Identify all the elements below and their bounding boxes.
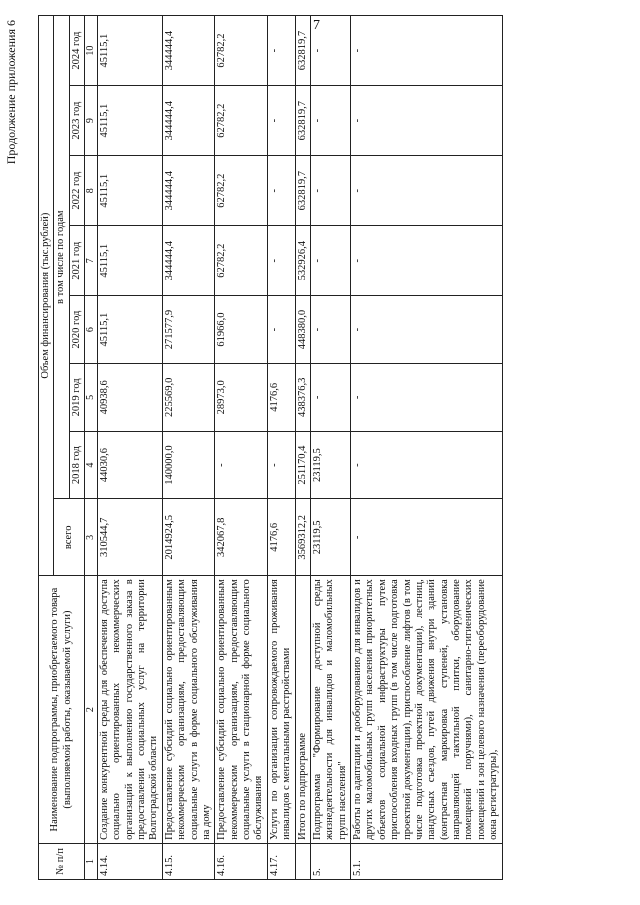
row-year-value: - <box>310 156 350 226</box>
row-name: Предоставление субсидий социально ориентированным некоммерческим организациям, предоставляющим социальные услуги в стационарной форме социального обслуживания <box>215 576 268 844</box>
row-number: 4.15. <box>162 843 215 879</box>
row-year-value: - <box>351 296 503 364</box>
row-total: - <box>351 499 503 576</box>
row-year-value: - <box>351 363 503 431</box>
column-index: 10 <box>85 16 98 86</box>
header-name: Наименование подпрограммы, приобретаемого товара (выполняемой работы, оказываемой услуги) <box>39 576 85 844</box>
column-index: 6 <box>85 296 98 364</box>
row-year-value: - <box>267 296 295 364</box>
row-total: 3569312,2 <box>295 499 310 576</box>
row-number: 4.14. <box>97 843 162 879</box>
row-year-value: - <box>267 156 295 226</box>
row-year-value: 344444,4 <box>162 226 215 296</box>
row-name: Услуги по организации сопровождаемого проживания инвалидов с ментальными расстройствами <box>267 576 295 844</box>
row-year-value: - <box>351 16 503 86</box>
row-number: 4.17. <box>267 843 295 879</box>
table-row <box>310 16 350 880</box>
header-total: всего <box>54 499 85 576</box>
row-year-value: 632819,7 <box>295 86 310 156</box>
row-year-value: 40938,6 <box>97 363 162 431</box>
appendix-caption: Продолжение приложения 6 <box>4 20 18 165</box>
row-name: Предоставление субсидий социально ориентированным некоммерческим организациям, предоставляющим социальные услуги в форме социального обслуживания на дому <box>162 576 215 844</box>
table-row <box>351 16 503 880</box>
row-name: Создание конкурентной среды для обеспечения доступа социально ориентированных некоммерческих организаций к выполнению государственного заказа в предоставлении социальных услуг на территории Волгоградской области <box>97 576 162 844</box>
table-row <box>295 16 310 880</box>
table-row <box>267 16 295 880</box>
column-index: 2 <box>85 576 98 844</box>
table-row <box>215 16 268 880</box>
column-index: 3 <box>85 499 98 576</box>
header-year: 2019 год <box>69 363 84 431</box>
row-year-value: - <box>351 86 503 156</box>
row-year-value: - <box>310 16 350 86</box>
header-year: 2021 год <box>69 226 84 296</box>
row-year-value: - <box>267 86 295 156</box>
row-year-value: - <box>267 16 295 86</box>
row-year-value: 45115,1 <box>97 226 162 296</box>
row-year-value: 62782,2 <box>215 86 268 156</box>
row-year-value: 532926,4 <box>295 226 310 296</box>
row-year-value: - <box>351 226 503 296</box>
row-year-value: 23119,5 <box>310 431 350 499</box>
row-year-value: 45115,1 <box>97 86 162 156</box>
row-number: 5.1. <box>351 843 503 879</box>
row-number: 5. <box>310 843 350 879</box>
header-year: 2024 год <box>69 16 84 86</box>
header-year: 2022 год <box>69 156 84 226</box>
header-funding: Объем финансирования (тыс.рублей) <box>39 16 54 576</box>
row-year-value: 62782,2 <box>215 226 268 296</box>
row-year-value: - <box>310 86 350 156</box>
row-number <box>295 843 310 879</box>
row-year-value: 448380,0 <box>295 296 310 364</box>
row-year-value: - <box>310 296 350 364</box>
row-year-value: - <box>351 431 503 499</box>
row-year-value: 140000,0 <box>162 431 215 499</box>
column-index: 9 <box>85 86 98 156</box>
row-number: 4.16. <box>215 843 268 879</box>
row-year-value: 28973,0 <box>215 363 268 431</box>
row-year-value: 632819,7 <box>295 16 310 86</box>
row-total: 2014924,5 <box>162 499 215 576</box>
header-by-year: в том числе по годам <box>54 16 69 499</box>
column-index: 4 <box>85 431 98 499</box>
row-total: 23119,5 <box>310 499 350 576</box>
row-year-value: 45115,1 <box>97 156 162 226</box>
row-year-value: - <box>215 431 268 499</box>
funding-table <box>38 15 503 880</box>
row-name: Работы по адаптации и дооборудованию для инвалидов и других маломобильных групп населения приоритетных объектов социальной инфраструктуры путем приспособления входных групп (в том числе подготовка проектной документации), приспособление лифтов (в том числе подготовка проектной документации), лестниц, пандусных съездов, путей движения внутри зданий (контрастная маркировка ступеней, установка направляющей тактильной плитки, оборудование помещений поручнями), санитарно-гигиенических помещений и зон целевого назначения (переоборудование окна регистратуры), <box>351 576 503 844</box>
row-year-value: 632819,7 <box>295 156 310 226</box>
row-year-value: 45115,1 <box>97 296 162 364</box>
row-total: 4176,6 <box>267 499 295 576</box>
row-year-value: 344444,4 <box>162 86 215 156</box>
column-index: 8 <box>85 156 98 226</box>
header-year: 2023 год <box>69 86 84 156</box>
header-year: 2020 год <box>69 296 84 364</box>
row-year-value: 4176,6 <box>267 363 295 431</box>
row-year-value: 62782,2 <box>215 16 268 86</box>
row-name: Подпрограмма "Формирование доступной среды жизнедеятельности для инвалидов и маломобильных групп населения" <box>310 576 350 844</box>
table-row <box>162 16 215 880</box>
row-year-value: - <box>267 431 295 499</box>
row-year-value: - <box>351 156 503 226</box>
row-year-value: 344444,4 <box>162 16 215 86</box>
row-year-value: 62782,2 <box>215 156 268 226</box>
row-total: 342067,8 <box>215 499 268 576</box>
row-year-value: - <box>310 226 350 296</box>
page-number: 7 <box>313 18 320 33</box>
column-index: 7 <box>85 226 98 296</box>
row-year-value: 251170,4 <box>295 431 310 499</box>
row-year-value: - <box>310 363 350 431</box>
header-year: 2018 год <box>69 431 84 499</box>
row-name: Итого по подпрограмме <box>295 576 310 844</box>
row-year-value: 45115,1 <box>97 16 162 86</box>
header-num: № п/п <box>39 843 85 879</box>
row-year-value: - <box>267 226 295 296</box>
row-year-value: 438376,3 <box>295 363 310 431</box>
row-year-value: 271577,9 <box>162 296 215 364</box>
row-total: 310544,7 <box>97 499 162 576</box>
column-index: 5 <box>85 363 98 431</box>
row-year-value: 61966,0 <box>215 296 268 364</box>
column-index: 1 <box>85 843 98 879</box>
table-row <box>97 16 162 880</box>
row-year-value: 225569,0 <box>162 363 215 431</box>
row-year-value: 44030,6 <box>97 431 162 499</box>
row-year-value: 344444,4 <box>162 156 215 226</box>
